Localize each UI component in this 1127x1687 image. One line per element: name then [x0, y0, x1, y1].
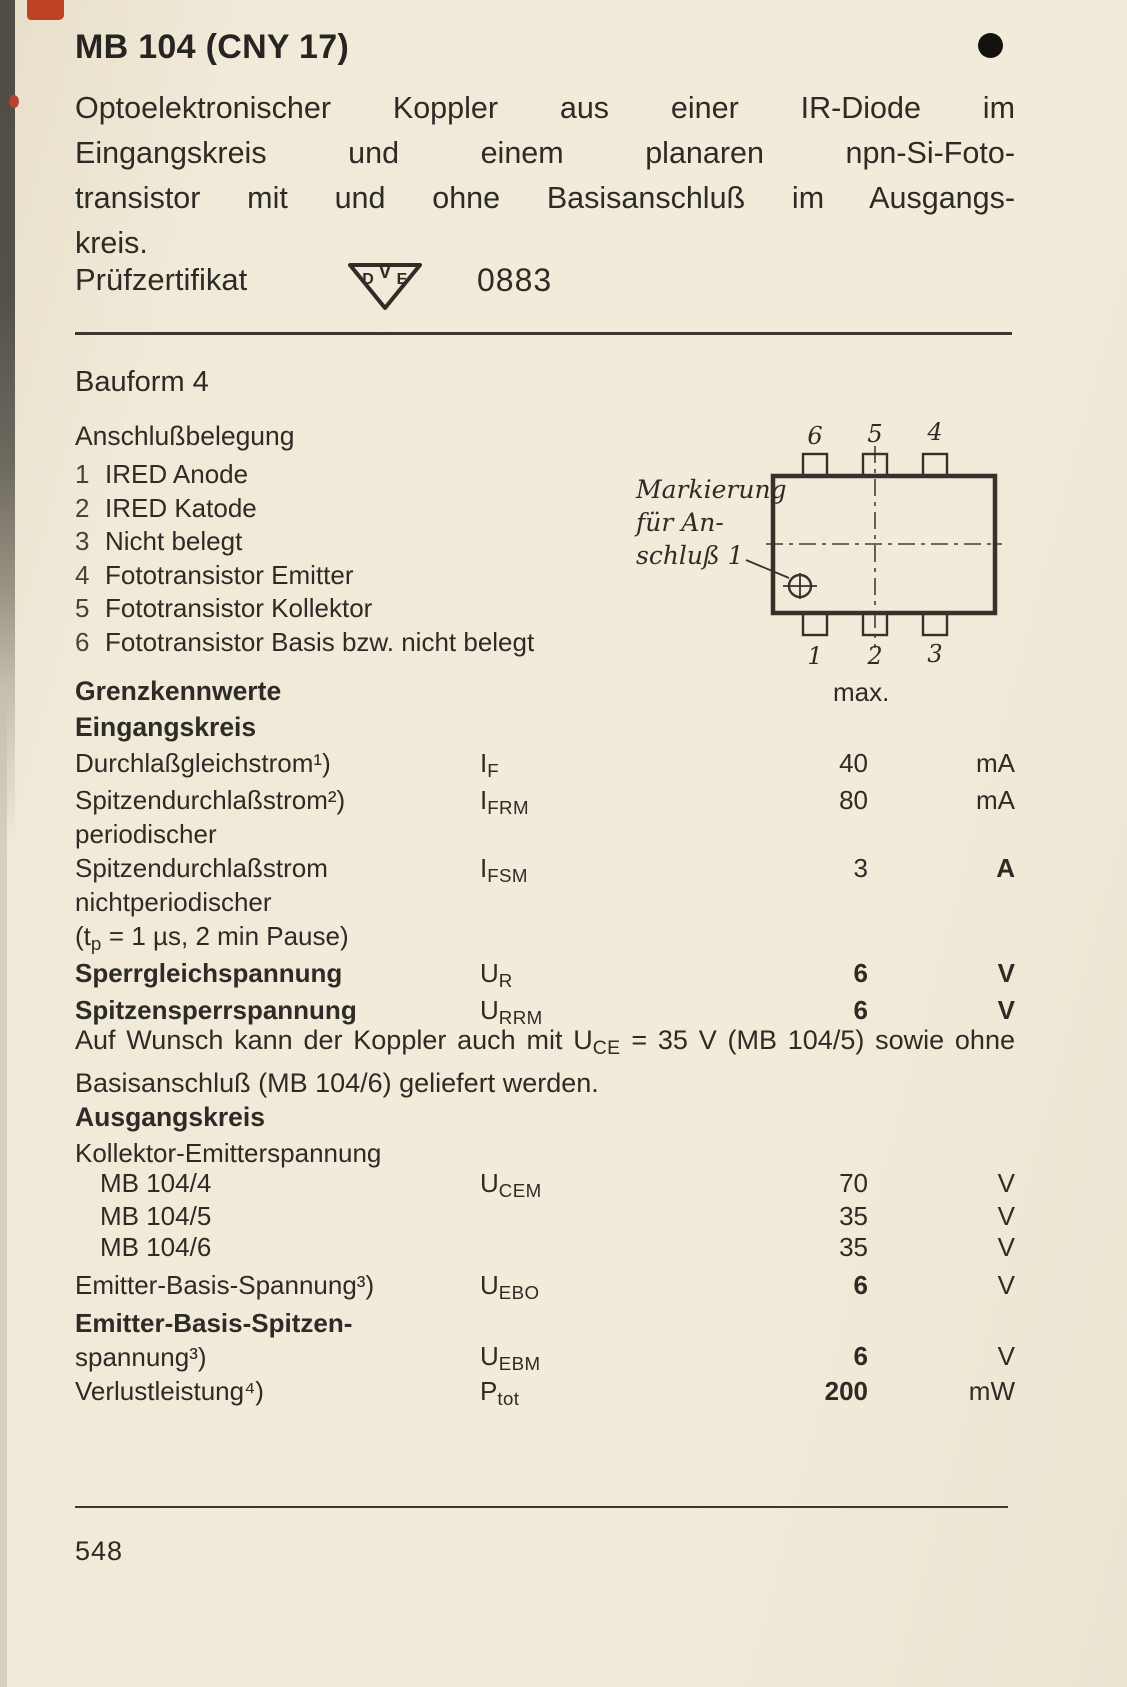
- page-title: MB 104 (CNY 17): [75, 28, 350, 66]
- param-unit: V: [997, 995, 1015, 1025]
- description-line: transistor mit und ohne Basisanschluß im Ausgangs-: [75, 181, 1015, 215]
- pin-lead-top: [923, 454, 947, 476]
- param-symbol: [480, 1201, 655, 1232]
- param-label: Spitzendurchlaßstrom nichtperiodischer (tp = 1 µs, 2 min Pause): [75, 851, 480, 956]
- param-symbol: IFSM: [480, 853, 528, 886]
- certificate-row: [75, 250, 1015, 322]
- scan-edge-dark-strip: [0, 0, 15, 840]
- table-row: [75, 1374, 1015, 1411]
- pin-number: 4: [927, 418, 943, 446]
- cert-number: 0883: [477, 262, 553, 298]
- param-value: 6: [853, 958, 868, 988]
- cem-group-table: [75, 1168, 1015, 1263]
- pin-label: Fototransistor Basis bzw. nicht belegt: [105, 626, 535, 657]
- param-label: Emitter-Basis-Spitzen- spannung³): [75, 1308, 353, 1372]
- marking-pointer-line: [746, 560, 789, 578]
- param-symbol: UR: [480, 958, 513, 991]
- page-number: 548: [75, 1536, 124, 1566]
- pin-label: Fototransistor Emitter: [105, 559, 354, 590]
- cem-group-label: Kollektor-Emitterspannung: [75, 1138, 382, 1168]
- marking-label-line: für An-: [636, 508, 724, 537]
- pin-number: 1: [807, 642, 823, 670]
- param-value: 6: [853, 995, 868, 1025]
- param-label: Verlustleistung⁴): [75, 1376, 264, 1406]
- param-unit: V: [997, 958, 1015, 988]
- pin-number: 6: [807, 422, 823, 450]
- param-unit: mA: [976, 785, 1015, 815]
- red-edge-speck: [9, 95, 19, 108]
- output-circuit-heading: Ausgangskreis: [75, 1102, 265, 1132]
- table-row: [75, 746, 1015, 783]
- pin-number: 4: [75, 559, 90, 590]
- horizontal-rule-top: [75, 332, 1012, 335]
- output-limits-table: [75, 1268, 1015, 1305]
- pin-lead-bottom: [923, 613, 947, 635]
- pin-label: IRED Anode: [105, 459, 249, 489]
- description: [75, 86, 1015, 266]
- param-label: Spitzensperrspannung: [75, 995, 357, 1025]
- bauform-heading: Bauform 4: [75, 366, 209, 398]
- table-row: [75, 851, 1015, 956]
- pin-number: 2: [75, 492, 90, 523]
- param-label: MB 104/5: [100, 1201, 212, 1231]
- limits-heading-row: [75, 676, 1015, 707]
- marking-label-line: Markierung: [636, 475, 787, 504]
- param-symbol: UEBO: [480, 1270, 540, 1303]
- param-value: 40: [839, 748, 868, 778]
- param-label: Emitter-Basis-Spannung³): [75, 1270, 375, 1300]
- param-label: Durchlaßgleichstrom¹): [75, 748, 331, 778]
- pin-label: Fototransistor Kollektor: [105, 593, 373, 623]
- param-value: 200: [824, 1376, 868, 1406]
- param-label: MB 104/6: [100, 1232, 212, 1262]
- param-label: Spitzendurchlaßstrom²) periodischer: [75, 785, 346, 849]
- vde-letter-d: D: [362, 271, 374, 288]
- input-circuit-heading: Eingangskreis: [75, 712, 257, 742]
- param-label: Sperrgleichspannung: [75, 958, 343, 988]
- pin-number: 5: [75, 593, 90, 623]
- param-unit: V: [997, 1270, 1015, 1300]
- pin-label: Nicht belegt: [105, 526, 243, 556]
- package-diagram: [618, 414, 1010, 672]
- param-unit: mW: [968, 1376, 1015, 1406]
- output-limits-table: [75, 1306, 1015, 1376]
- description-line: Optoelektronischer Koppler aus einer IR-Diode im: [75, 91, 1015, 125]
- pinout-heading: Anschlußbelegung: [75, 421, 295, 451]
- table-row: [75, 956, 1015, 993]
- param-value: 70: [839, 1168, 868, 1198]
- pin-number: 6: [75, 626, 90, 657]
- pin-label: IRED Katode: [105, 492, 257, 523]
- table-row: [75, 1201, 1015, 1232]
- param-value: 3: [853, 853, 868, 883]
- param-symbol: Ptot: [480, 1376, 520, 1409]
- pin-number: 5: [867, 420, 883, 448]
- param-symbol: URRM: [480, 995, 543, 1028]
- marking-label-line: schluß 1: [636, 541, 744, 570]
- description-line: Eingangskreis und einem planaren npn-Si-Foto-: [75, 136, 1015, 170]
- table-row: [75, 1168, 1015, 1201]
- max-column-label: max.: [833, 677, 890, 707]
- description-line: kreis.: [75, 226, 148, 260]
- pin-number: 3: [75, 526, 90, 556]
- pulse-condition: (tp = 1 µs, 2 min Pause): [75, 921, 349, 954]
- horizontal-rule-bottom: [75, 1506, 1008, 1508]
- param-symbol: UEBM: [480, 1341, 541, 1374]
- param-unit: V: [997, 1232, 1015, 1262]
- red-corner-mark: [27, 0, 64, 20]
- param-value: 80: [839, 785, 868, 815]
- pin-lead-bottom: [803, 613, 827, 635]
- param-symbol: UCEM: [480, 1168, 542, 1201]
- param-symbol: IF: [480, 748, 500, 781]
- param-value: 35: [839, 1201, 868, 1231]
- pin-number: 1: [75, 459, 90, 489]
- param-unit: V: [997, 1201, 1015, 1231]
- param-unit: V: [997, 1168, 1015, 1198]
- cert-label: Prüfzertifikat: [75, 262, 248, 297]
- pin-lead-top: [803, 454, 827, 476]
- param-unit: A: [996, 853, 1015, 883]
- pin-number: 2: [867, 642, 883, 670]
- limits-heading: Grenzkennwerte: [75, 676, 282, 706]
- table-row: [75, 783, 1015, 851]
- param-unit: V: [997, 1341, 1015, 1371]
- output-limits-table: [75, 1374, 1015, 1411]
- param-value: 6: [853, 1270, 868, 1300]
- note-line: Basisanschluß (MB 104/6) geliefert werden.: [75, 1068, 599, 1098]
- pin-number: 3: [927, 640, 943, 668]
- param-value: 6: [853, 1341, 868, 1371]
- param-symbol: IFRM: [480, 785, 529, 818]
- table-row: [75, 1232, 1015, 1263]
- param-value: 35: [839, 1232, 868, 1262]
- vde-letter-e: E: [396, 271, 408, 288]
- vde-logo: [341, 250, 429, 316]
- param-unit: mA: [976, 748, 1015, 778]
- param-label: MB 104/4: [100, 1168, 212, 1198]
- note-line: Auf Wunsch kann der Koppler auch mit UCE = 35 V (MB 104/5) sowie ohne: [75, 1025, 1015, 1060]
- table-row: [75, 1306, 1015, 1376]
- option-note: [75, 1020, 1015, 1103]
- param-symbol: [480, 1232, 655, 1263]
- vde-letter-v: V: [378, 262, 392, 283]
- input-limits-table: [75, 746, 1015, 1030]
- table-row: [75, 1268, 1015, 1305]
